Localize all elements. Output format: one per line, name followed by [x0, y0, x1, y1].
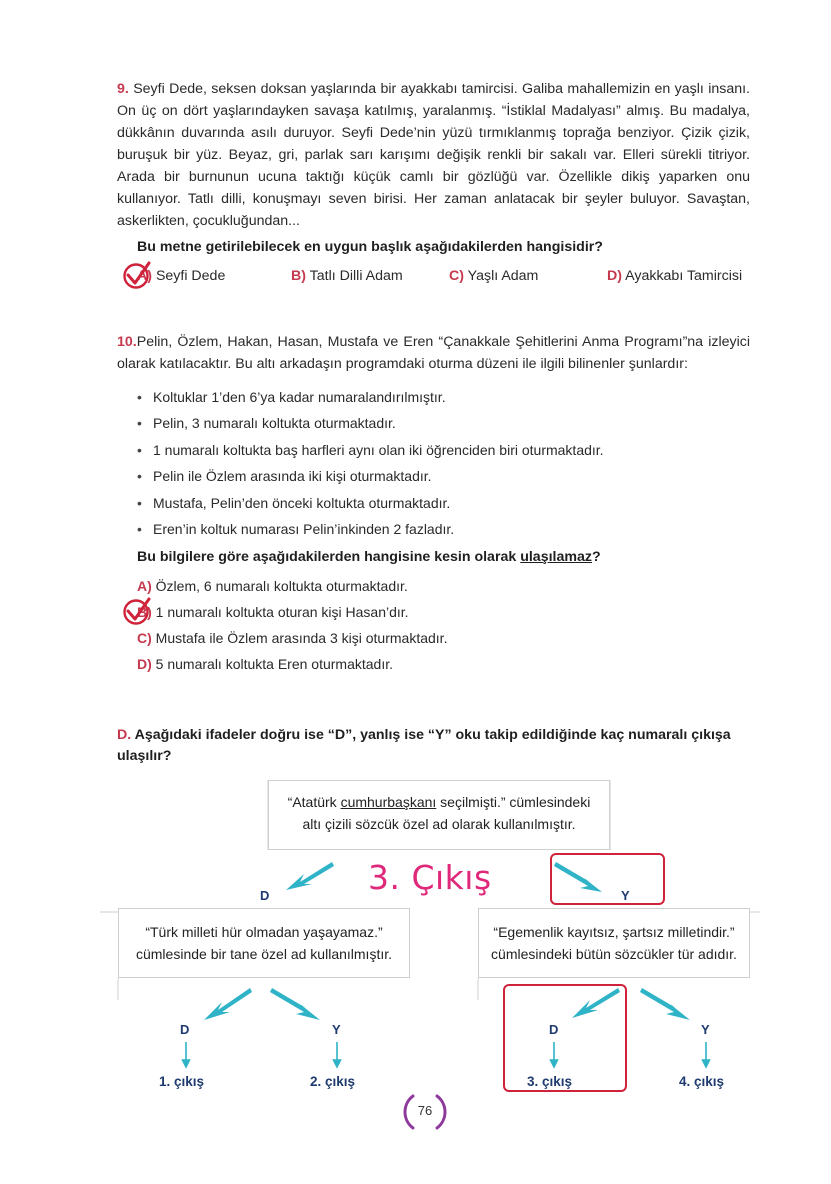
list-item: • Eren’in koltuk numarası Pelin’inkinden 2 fazladır.	[137, 516, 604, 542]
q9-option-a[interactable]: A) Seyfi Dede	[137, 268, 226, 284]
label-d-top: D	[260, 888, 270, 903]
list-item: • Mustafa, Pelin’den önceki koltukta oturmaktadır.	[137, 490, 604, 516]
question-9-passage: Seyfi Dede, seksen doksan yaşlarında bir ayakkabı tamircisi. Galiba mahallemizin en yaşlı insanı. On üç on dört yaşlarındayken savaşa katılmış, yaralanmış. “İstiklal Madalyası” almış. Bu madalya, dükkânın duvarında asılı duruyor. Seyfi Dede’nin yüzü tırmıklanmış toprağa benziyor. Çizik çizik, buruşuk bir yüz. Beyaz, gri, parlak sarı karışımı değişik renkli bir sakalı var. Elleri sürekli titriyor. Arada bir burnunun ucuna taktığı küçük camlı bir gözlüğü var. Özellikle dikiş yaparken onu kullanıyor. Tatlı dilli, konuşmayı seven birisi. Her zaman anlatacak bir şeyler buluyor. Savaştan, askerlikten, çocukluğundan...	[117, 81, 750, 229]
exit-1: 1. çıkış	[159, 1074, 205, 1089]
arrow-right-y	[640, 988, 690, 1020]
statement-box-right: “Egemenlik kayıtsız, şartsız milletindir.” cümlesindeki bütün sözcükler tür adıdır.	[478, 908, 750, 978]
question-10-prompt: Bu bilgilere göre aşağıdakilerden hangisine kesin olarak ulaşılamaz?	[137, 549, 601, 565]
page-number: 76	[417, 1103, 433, 1118]
question-9-prompt: Bu metne getirilebilecek en uygun başlık aşağıdakilerden hangisidir?	[137, 239, 603, 255]
handwritten-answer: 3. Çıkış	[368, 858, 492, 897]
q9-option-d[interactable]: D) Ayakkabı Tamircisi	[607, 268, 743, 284]
question-10-passage: Pelin, Özlem, Hakan, Hasan, Mustafa ve Eren “Çanakkale Şehitlerini Anma Programı”na izleyici olarak katılacaktır. Bu altı arkadaşın programdaki oturma düzeni ile ilgili bilinenler şunlardır:	[117, 334, 750, 372]
question-10-number: 10.	[117, 334, 137, 350]
label-y-top: Y	[621, 888, 630, 903]
answer-highlight-exit	[503, 984, 627, 1092]
exit-3: 3. çıkış	[527, 1074, 573, 1089]
list-item: • Pelin, 3 numaralı koltukta oturmaktadır.	[137, 410, 604, 436]
statement-box-left: “Türk milleti hür olmadan yaşayamaz.” cümlesinde bir tane özel ad kullanılmıştır.	[118, 908, 410, 978]
q10-option-a[interactable]: A) Özlem, 6 numaralı koltukta oturmaktadır.	[137, 578, 408, 594]
exit-2: 2. çıkış	[310, 1074, 356, 1089]
list-item: • Pelin ile Özlem arasında iki kişi oturmaktadır.	[137, 463, 604, 489]
q10-option-d[interactable]: D) 5 numaralı koltukta Eren oturmaktadır.	[137, 656, 394, 672]
arrow-top-d	[286, 862, 334, 890]
answer-highlight-top	[550, 853, 665, 905]
label-y-right: Y	[701, 1022, 710, 1037]
exit-4: 4. çıkış	[679, 1074, 725, 1089]
statement-box-top: “Atatürk cumhurbaşkanı seçilmişti.” cümlesindeki altı çizili sözcük özel ad olarak kullanılmıştır.	[268, 780, 610, 850]
q9-option-c[interactable]: C) Yaşlı Adam	[449, 268, 539, 284]
arrow-left-d	[204, 988, 252, 1020]
q10-option-c[interactable]: C) Mustafa ile Özlem arasında 3 kişi oturmaktadır.	[137, 630, 448, 646]
list-item: • Koltuklar 1’den 6’ya kadar numaralandırılmıştır.	[137, 384, 604, 410]
list-item: • 1 numaralı koltukta baş harfleri aynı olan iki öğrenciden biri oturmaktadır.	[137, 437, 604, 463]
section-d-heading: D. Aşağıdaki ifadeler doğru ise “D”, yanlış ise “Y” oku takip edildiğinde kaç numaralı çıkışa ulaşılır?	[117, 727, 731, 764]
label-d-right: D	[549, 1022, 559, 1037]
label-d-left: D	[180, 1022, 190, 1037]
q9-option-b[interactable]: B) Tatlı Dilli Adam	[291, 268, 403, 284]
q10-option-b[interactable]: B) 1 numaralı koltukta oturan kişi Hasan’dır.	[137, 604, 409, 620]
question-9-number: 9.	[117, 81, 129, 97]
arrow-left-y	[270, 988, 320, 1020]
label-y-left: Y	[332, 1022, 341, 1037]
